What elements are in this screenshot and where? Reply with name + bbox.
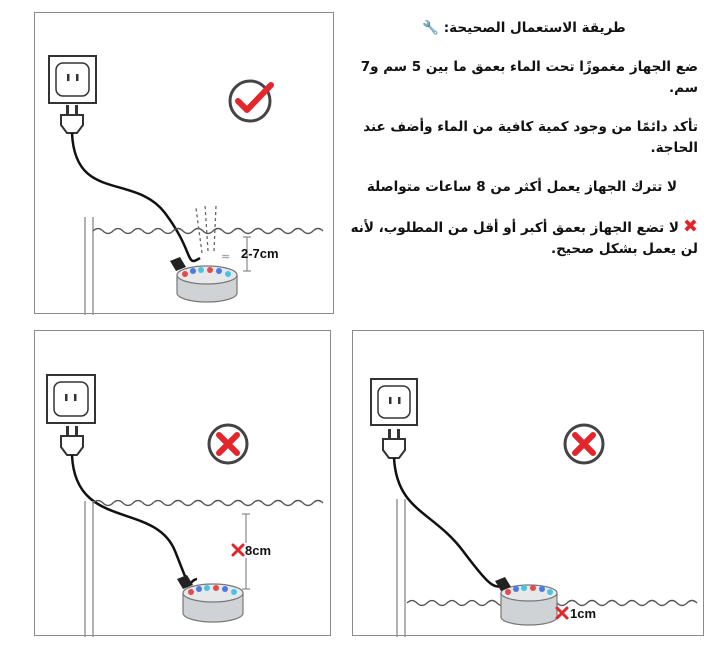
depth-label: 2-7cm [241,246,279,261]
wrench-icon: 🔧 [422,20,440,36]
instruction-step-1: ضع الجهاز مغموزًا تحت الماء بعمق ما بين 5 سم و7 سم. [360,59,698,96]
x-icon [565,425,603,463]
check-icon [230,81,271,121]
depth-label: 1cm [570,606,597,621]
small-x-icon [233,545,243,555]
depth-label: 8cm [245,543,272,558]
water-surface [93,229,323,234]
x-icon: ✖ [682,216,698,237]
mist-maker-device [495,577,557,625]
instructions-title-text: طريقة الاستعمال الصحيحة: [443,20,626,36]
wall-outlet-icon [49,56,96,103]
instruction-step-3: لا تترك الجهاز يعمل أكثر من 8 ساعات متواصلة [366,179,678,195]
mist-maker-device [177,575,243,622]
x-icon [209,425,247,463]
plug-icon [61,105,83,133]
instructions-block [346,18,698,278]
panel-too-shallow [352,330,704,636]
wall-outlet-icon [47,375,95,423]
panel-too-deep [34,330,331,636]
water-surface [93,501,323,506]
plug-icon [61,426,83,455]
small-x-icon [557,608,567,618]
instruction-warning [346,216,698,260]
instruction-step-2: تأكد دائمًا من وجود كمية كافية من الماء وأضف عند الحاجة. [363,119,698,156]
instructions-title [346,18,698,39]
wall-outlet-icon [371,379,417,425]
warning-text: لا تضع الجهاز بعمق أكبر أو أقل من المطلوب، لأنه لن يعمل بشكل صحيح. [350,220,698,257]
svg-text:≈: ≈ [221,250,231,263]
mist-maker-device [170,257,237,302]
plug-icon [383,429,405,458]
panel-correct-depth [34,12,334,314]
